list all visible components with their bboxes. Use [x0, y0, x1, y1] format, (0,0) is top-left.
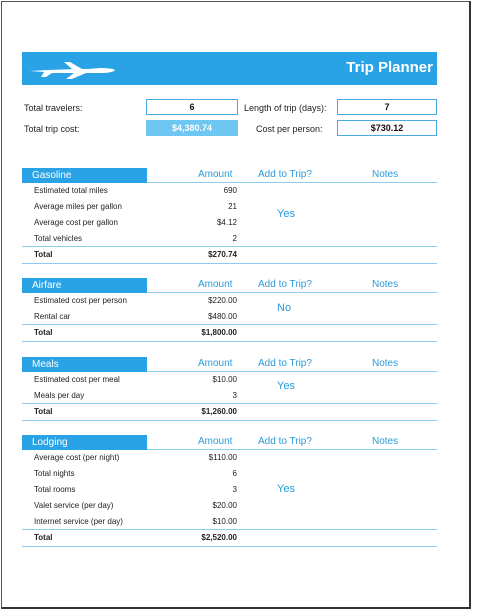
row-value[interactable]: $480.00	[208, 312, 237, 321]
row-label: Average cost (per night)	[34, 453, 120, 462]
row-label: Total vehicles	[34, 234, 83, 243]
table-row	[22, 514, 437, 530]
add-to-trip-column-header: Add to Trip?	[258, 436, 312, 447]
cost-per-person-label: Cost per person:	[256, 124, 323, 134]
table-row	[22, 482, 437, 498]
row-label: Average cost per gallon	[34, 218, 118, 227]
row-label: Valet service (per day)	[34, 501, 114, 510]
table-row	[22, 199, 437, 215]
row-value[interactable]: $4.12	[216, 218, 237, 227]
total-label: Total	[34, 328, 53, 337]
row-value[interactable]: 2	[232, 234, 237, 243]
page-title: Trip Planner	[346, 59, 433, 76]
add-to-trip-selector[interactable]: Yes	[277, 483, 295, 495]
section-title: Lodging	[22, 435, 147, 450]
table-row	[22, 309, 437, 325]
row-label: Total rooms	[34, 485, 76, 494]
table-row	[22, 450, 437, 466]
row-label: Internet service (per day)	[34, 517, 123, 526]
total-label: Total	[34, 407, 53, 416]
row-value[interactable]: 3	[232, 485, 237, 494]
notes-column-header: Notes	[372, 279, 399, 290]
meals-section	[22, 357, 437, 416]
section-header	[22, 357, 437, 372]
total-label: Total	[34, 533, 53, 542]
total-row	[22, 246, 437, 264]
section-header	[22, 278, 437, 293]
table-row	[22, 215, 437, 231]
row-label: Meals per day	[34, 391, 85, 400]
row-label: Rental car	[34, 312, 71, 321]
row-label: Estimated total miles	[34, 186, 108, 195]
total-value: $2,520.00	[201, 533, 237, 542]
add-to-trip-column-header: Add to Trip?	[258, 279, 312, 290]
amount-column-header: Amount	[198, 358, 233, 369]
total-row	[22, 403, 437, 421]
table-row	[22, 372, 437, 388]
gasoline-section	[22, 168, 437, 259]
total-travelers-label: Total travelers:	[24, 103, 83, 113]
add-to-trip-selector[interactable]: No	[277, 302, 292, 314]
table-row	[22, 466, 437, 482]
notes-column-header: Notes	[372, 358, 399, 369]
airplane-icon	[28, 57, 118, 81]
add-to-trip-column-header: Add to Trip?	[258, 358, 312, 369]
section-header	[22, 168, 437, 183]
total-row	[22, 324, 437, 342]
table-row	[22, 388, 437, 404]
row-value[interactable]: $10.00	[212, 375, 237, 384]
section-title: Meals	[22, 357, 147, 372]
total-trip-cost-label: Total trip cost:	[24, 124, 80, 134]
table-row	[22, 293, 437, 309]
airfare-section	[22, 278, 437, 337]
table-row	[22, 231, 437, 247]
row-value[interactable]: $110.00	[208, 453, 237, 462]
amount-column-header: Amount	[198, 436, 233, 447]
total-value: $1,800.00	[201, 328, 237, 337]
table-row	[22, 183, 437, 199]
add-to-trip-column-header: Add to Trip?	[258, 169, 312, 180]
row-label: Estimated cost per person	[34, 296, 127, 305]
section-title: Airfare	[22, 278, 147, 293]
row-label: Average miles per gallon	[34, 202, 122, 211]
total-label: Total	[34, 250, 53, 259]
row-value[interactable]: 3	[232, 391, 237, 400]
add-to-trip-selector[interactable]: Yes	[277, 208, 295, 220]
row-value[interactable]: $20.00	[212, 501, 237, 510]
cost-per-person-value: $730.12	[337, 120, 437, 136]
table-row	[22, 498, 437, 514]
trip-length-field[interactable]: 7	[337, 99, 437, 115]
row-value[interactable]: $10.00	[212, 517, 237, 526]
row-value[interactable]: 21	[228, 202, 237, 211]
total-value: $1,260.00	[201, 407, 237, 416]
row-value[interactable]: 6	[232, 469, 237, 478]
lodging-section	[22, 435, 437, 542]
title-banner	[22, 52, 437, 85]
row-label: Total nights	[34, 469, 75, 478]
amount-column-header: Amount	[198, 279, 233, 290]
section-header	[22, 435, 437, 450]
row-value[interactable]: $220.00	[208, 296, 237, 305]
total-value: $270.74	[208, 250, 237, 259]
trip-length-label: Length of trip (days):	[244, 103, 327, 113]
amount-column-header: Amount	[198, 169, 233, 180]
section-title: Gasoline	[22, 168, 147, 183]
notes-column-header: Notes	[372, 436, 399, 447]
total-row	[22, 529, 437, 547]
total-trip-cost-value: $4,380.74	[146, 120, 238, 136]
row-value[interactable]: 690	[223, 186, 237, 195]
total-travelers-field[interactable]: 6	[146, 99, 238, 115]
row-label: Estimated cost per meal	[34, 375, 120, 384]
notes-column-header: Notes	[372, 169, 399, 180]
add-to-trip-selector[interactable]: Yes	[277, 380, 295, 392]
